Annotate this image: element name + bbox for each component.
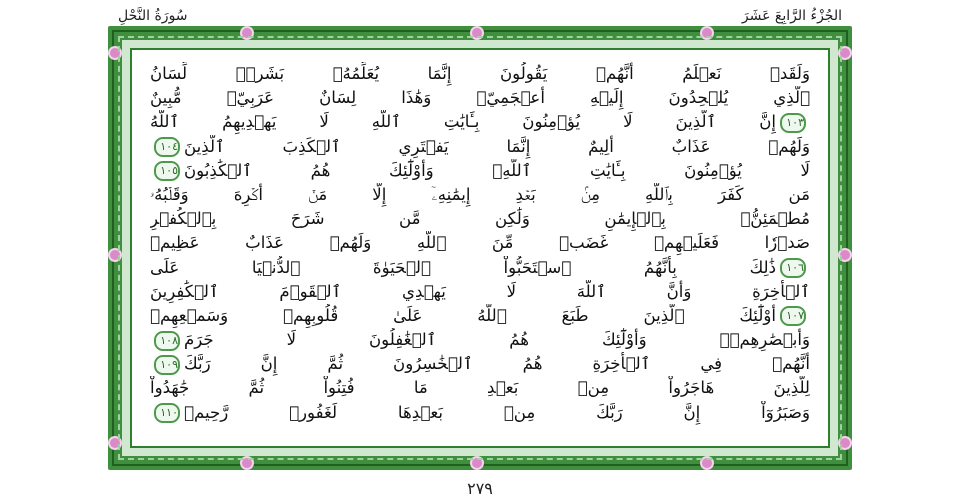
surah-title: سُورَةُ النَّحْلِ <box>118 8 188 24</box>
ornament-icon <box>472 458 482 468</box>
ornament-icon <box>472 28 482 38</box>
verse-line <box>150 376 810 400</box>
verse-line <box>150 328 810 352</box>
verse-text: أُوْلَٰٓئِكَ ٱلَّذِينَ طَبَعَ ٱللَّهُ عَلَىٰ قُلُوبِهِمۡ وَسَمۡعِهِمۡ <box>150 305 776 325</box>
ornament-icon <box>702 28 712 38</box>
verse-text: مَن كَفَرَ بِٱللَّهِ مِنۢ بَعۡدِ إِيمَٰنِهِۦٓ إِلَّا مَنۡ أُكۡرِهَ وَقَلۡبُهُۥ <box>150 184 810 204</box>
ornament-icon <box>840 250 850 260</box>
ornament-icon <box>840 438 850 448</box>
verse-line <box>150 62 810 86</box>
verse-text: ٱلَّذِي يُلۡحِدُونَ إِلَيۡهِ أَعۡجَمِيّٞ وَهَٰذَا لِسَانٌ عَرَبِيّٞ مُّبِينٌ <box>150 88 810 108</box>
juz-title: الجُزْءُ الرَّابِعَ عَشَرَ <box>741 8 842 24</box>
ornament-icon <box>242 28 252 38</box>
text-panel <box>130 48 830 448</box>
verse-line <box>150 86 810 110</box>
verse-line <box>150 183 810 207</box>
verse-text: لَا يُؤۡمِنُونَ بِـَٔايَٰتِ ٱللَّهِۖ وَأُوْلَٰٓئِكَ هُمُ ٱلۡكَٰذِبُونَ <box>184 160 810 180</box>
ornament-icon <box>242 458 252 468</box>
ayah-number-marker: ١١٠ <box>154 403 180 423</box>
page-frame <box>108 26 852 470</box>
ornament-icon <box>110 48 120 58</box>
verse-text: صَدۡرٗا فَعَلَيۡهِمۡ غَضَبٞ مِّنَ ٱللَّهِ وَلَهُمۡ عَذَابٌ عَظِيمٞ <box>150 233 810 253</box>
verse-text: إِنَّ ٱلَّذِينَ لَا يُؤۡمِنُونَ بِـَٔايَٰتِ ٱللَّهِ لَا يَهۡدِيهِمُ ٱللَّهُ <box>150 112 776 132</box>
verse-text: وَلَهُمۡ عَذَابٌ أَلِيمٌ إِنَّمَا يَفۡتَرِي ٱلۡكَذِبَ ٱلَّذِينَ <box>184 136 810 156</box>
page-number: ٢٧٩ <box>467 479 493 498</box>
ornament-icon <box>110 438 120 448</box>
ayah-number-marker: ١٠٩ <box>154 355 180 375</box>
verse-line <box>150 207 810 231</box>
verse-text: أَنَّهُمۡ فِي ٱلۡأٓخِرَةِ هُمُ ٱلۡخَٰسِرُونَ ثُمَّ إِنَّ رَبَّكَ <box>184 354 810 374</box>
verse-line <box>150 231 810 255</box>
ayah-number-marker: ١٠٣ <box>780 113 806 133</box>
verse-line <box>150 401 810 425</box>
ayah-number-marker: ١٠٥ <box>154 161 180 181</box>
ornament-icon <box>110 250 120 260</box>
verse-text: وَصَبَرُوٓاْ إِنَّ رَبَّكَ مِنۢ بَعۡدِهَا لَغَفُورٞ رَّحِيمٞ <box>184 402 810 422</box>
verse-line <box>150 159 810 183</box>
verse-text: وَأَبۡصَٰرِهِمۡۖ وَأُوْلَٰٓئِكَ هُمُ ٱلۡغَٰفِلُونَ لَا جَرَمَ <box>184 330 810 350</box>
ornament-icon <box>702 458 712 468</box>
verse-text: وَلَقَدۡ نَعۡلَمُ أَنَّهُمۡ يَقُولُونَ إِنَّمَا يُعَلِّمُهُۥ بَشَرٞۗ لِّسَانُ <box>150 64 810 83</box>
verse-line <box>150 110 810 134</box>
verse-text: مُطۡمَئِنُّۢ بِٱلۡإِيمَٰنِ وَلَٰكِن مَّن شَرَحَ بِٱلۡكُفۡرِ <box>150 209 810 229</box>
ayah-number-marker: ١٠٧ <box>780 306 806 326</box>
ayah-number-marker: ١٠٦ <box>780 258 806 278</box>
verse-text: ٱلۡأٓخِرَةِ وَأَنَّ ٱللَّهَ لَا يَهۡدِي ٱلۡقَوۡمَ ٱلۡكَٰفِرِينَ <box>150 281 810 301</box>
ayah-number-marker: ١٠٨ <box>154 331 180 351</box>
verse-line <box>150 304 810 328</box>
ayah-number-marker: ١٠٤ <box>154 137 180 157</box>
verse-line <box>150 280 810 304</box>
verse-text: لِلَّذِينَ هَاجَرُواْ مِنۢ بَعۡدِ مَا فُتِنُواْ ثُمَّ جَٰهَدُواْ <box>150 378 810 398</box>
verse-text: ذَٰلِكَ بِأَنَّهُمُ ٱسۡتَحَبُّواْ ٱلۡحَيَوٰةَ ٱلدُّنۡيَا عَلَى <box>150 257 776 277</box>
ornament-icon <box>840 48 850 58</box>
verse-line <box>150 256 810 280</box>
verse-line <box>150 352 810 376</box>
verse-line <box>150 135 810 159</box>
